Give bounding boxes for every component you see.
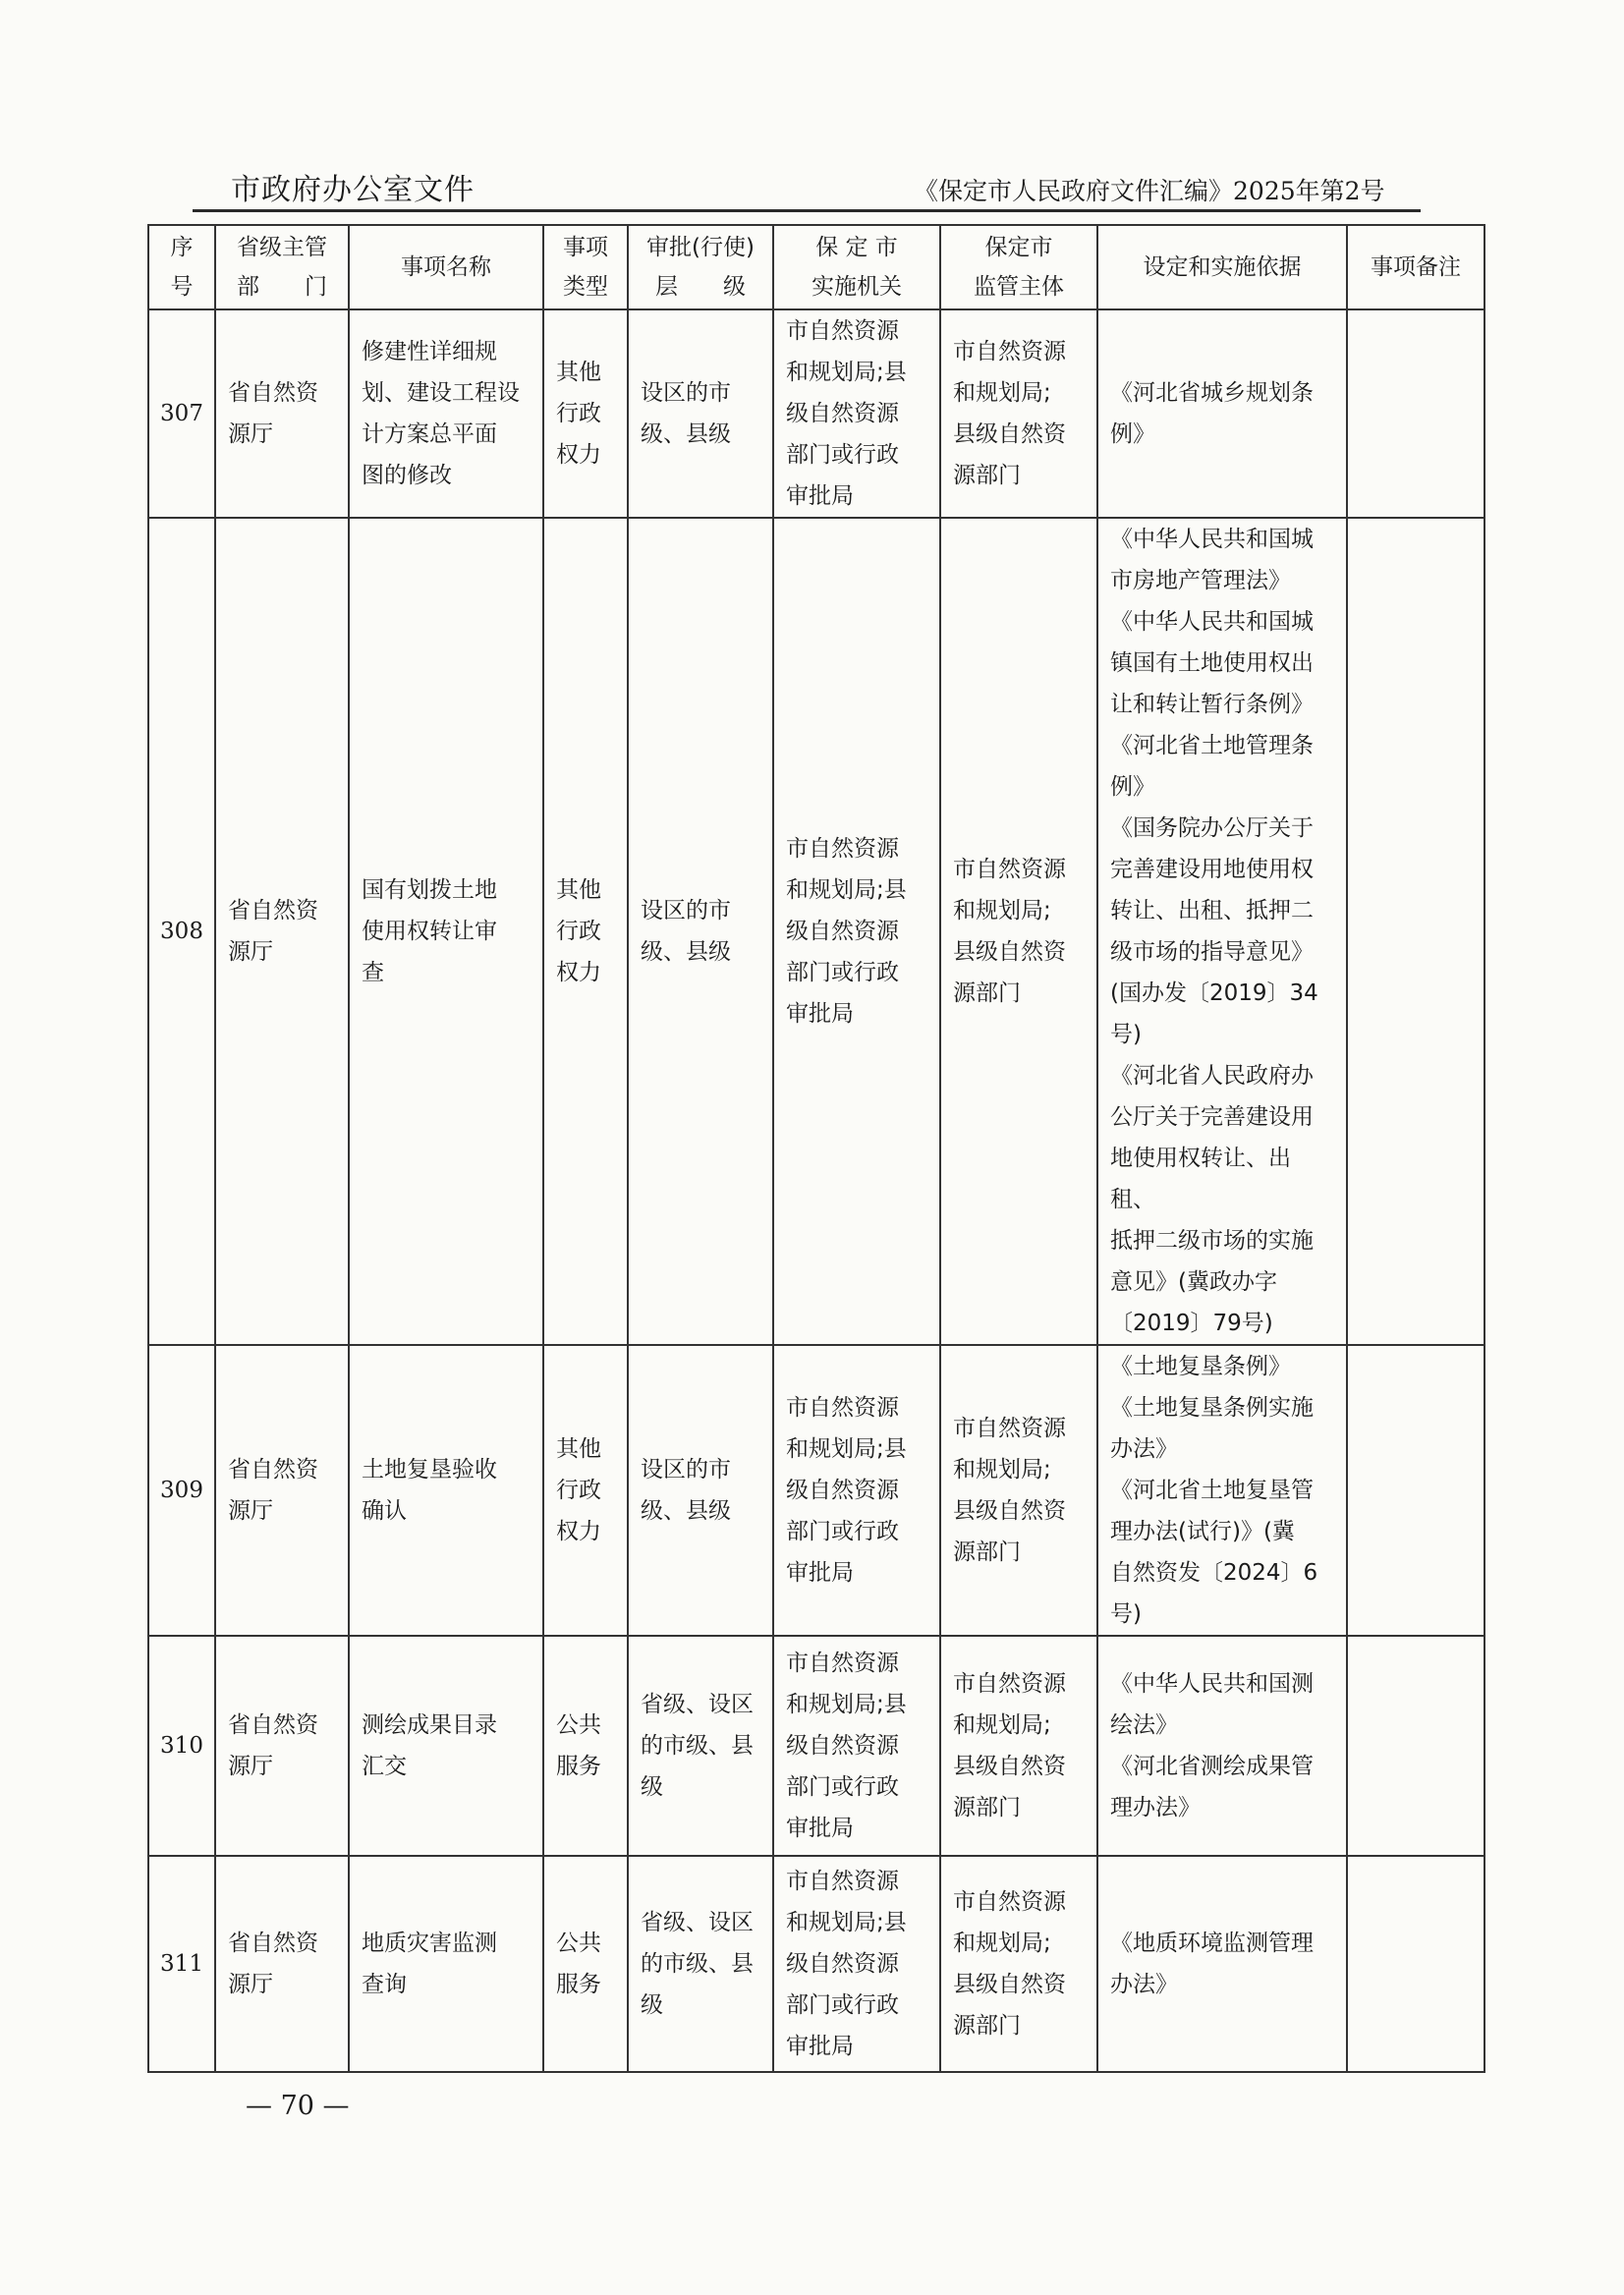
cell-remark <box>1347 1856 1484 2072</box>
cell-seq: 311 <box>148 1856 215 2072</box>
cell-supervisor: 市自然资源 和规划局; 县级自然资 源部门 <box>940 1345 1097 1636</box>
table-row <box>148 309 1484 518</box>
cell-dept: 省自然资 源厅 <box>215 1856 349 2072</box>
cell-type: 其他 行政 权力 <box>543 309 628 518</box>
cell-supervisor: 市自然资源 和规划局; 县级自然资 源部门 <box>940 1636 1097 1856</box>
header-type: 事项 类型 <box>543 225 628 309</box>
cell-type: 公共 服务 <box>543 1856 628 2072</box>
cell-basis: 《河北省城乡规划条 例》 <box>1097 309 1347 518</box>
document-header-collection: 《保定市人民政府文件汇编》2025年第2号 <box>914 177 1385 205</box>
cell-level: 省级、设区 的市级、县 级 <box>628 1636 773 1856</box>
header-basis: 设定和实施依据 <box>1097 225 1347 309</box>
cell-dept: 省自然资 源厅 <box>215 518 349 1345</box>
page-number: — 70 — <box>246 2091 350 2121</box>
cell-name: 修建性详细规 划、建设工程设 计方案总平面 图的修改 <box>349 309 543 518</box>
cell-supervisor: 市自然资源 和规划局; 县级自然资 源部门 <box>940 1856 1097 2072</box>
cell-agency: 市自然资源 和规划局;县 级自然资源 部门或行政 审批局 <box>773 1856 940 2072</box>
header-dept: 省级主管 部 门 <box>215 225 349 309</box>
table-row <box>148 518 1484 1345</box>
document-header-title: 市政府办公室文件 <box>231 173 475 207</box>
cell-name: 土地复垦验收 确认 <box>349 1345 543 1636</box>
power-items-table <box>147 224 1485 2073</box>
cell-type: 公共 服务 <box>543 1636 628 1856</box>
cell-level: 省级、设区 的市级、县 级 <box>628 1856 773 2072</box>
cell-name: 测绘成果目录 汇交 <box>349 1636 543 1856</box>
cell-basis: 《地质环境监测管理 办法》 <box>1097 1856 1347 2072</box>
cell-supervisor: 市自然资源 和规划局; 县级自然资 源部门 <box>940 309 1097 518</box>
header-rule <box>193 209 1421 212</box>
cell-supervisor: 市自然资源 和规划局; 县级自然资 源部门 <box>940 518 1097 1345</box>
cell-level: 设区的市 级、县级 <box>628 518 773 1345</box>
header-seq: 序号 <box>148 225 215 309</box>
cell-level: 设区的市 级、县级 <box>628 309 773 518</box>
header-level: 审批(行使) 层 级 <box>628 225 773 309</box>
cell-name: 国有划拨土地 使用权转让审 查 <box>349 518 543 1345</box>
table-row <box>148 1345 1484 1636</box>
cell-seq: 308 <box>148 518 215 1345</box>
table-row <box>148 1856 1484 2072</box>
table-row <box>148 1636 1484 1856</box>
cell-level: 设区的市 级、县级 <box>628 1345 773 1636</box>
cell-seq: 307 <box>148 309 215 518</box>
cell-seq: 310 <box>148 1636 215 1856</box>
cell-agency: 市自然资源 和规划局;县 级自然资源 部门或行政 审批局 <box>773 1636 940 1856</box>
cell-type: 其他 行政 权力 <box>543 518 628 1345</box>
cell-remark <box>1347 1636 1484 1856</box>
cell-remark <box>1347 309 1484 518</box>
header-supervisor: 保定市 监管主体 <box>940 225 1097 309</box>
cell-type: 其他 行政 权力 <box>543 1345 628 1636</box>
cell-basis: 《土地复垦条例》 《土地复垦条例实施 办法》 《河北省土地复垦管 理办法(试行)》(冀 自然资发〔2024〕6 号) <box>1097 1345 1347 1636</box>
cell-seq: 309 <box>148 1345 215 1636</box>
header-name: 事项名称 <box>349 225 543 309</box>
header-agency: 保 定 市 实施机关 <box>773 225 940 309</box>
cell-agency: 市自然资源 和规划局;县 级自然资源 部门或行政 审批局 <box>773 1345 940 1636</box>
cell-basis: 《中华人民共和国城 市房地产管理法》 《中华人民共和国城 镇国有土地使用权出 让和转让暂行条例》 《河北省土地管理条 例》 《国务院办公厅关于 完善建设用地使用权 转让、出租、抵押二 级市场的指导意见》 (国办发〔2019〕34 号) 《河北省人民政府办 公厅关于完善建设用 地使用权转让、出租、 抵押二级市场的实施 意见》(冀政办字 〔2019〕79号) <box>1097 518 1347 1345</box>
header-remark: 事项备注 <box>1347 225 1484 309</box>
cell-dept: 省自然资 源厅 <box>215 1345 349 1636</box>
cell-agency: 市自然资源 和规划局;县 级自然资源 部门或行政 审批局 <box>773 518 940 1345</box>
cell-dept: 省自然资 源厅 <box>215 1636 349 1856</box>
cell-remark <box>1347 1345 1484 1636</box>
cell-remark <box>1347 518 1484 1345</box>
cell-agency: 市自然资源 和规划局;县 级自然资源 部门或行政 审批局 <box>773 309 940 518</box>
table-header-row <box>148 225 1484 309</box>
cell-name: 地质灾害监测 查询 <box>349 1856 543 2072</box>
cell-basis: 《中华人民共和国测 绘法》 《河北省测绘成果管 理办法》 <box>1097 1636 1347 1856</box>
cell-dept: 省自然资 源厅 <box>215 309 349 518</box>
